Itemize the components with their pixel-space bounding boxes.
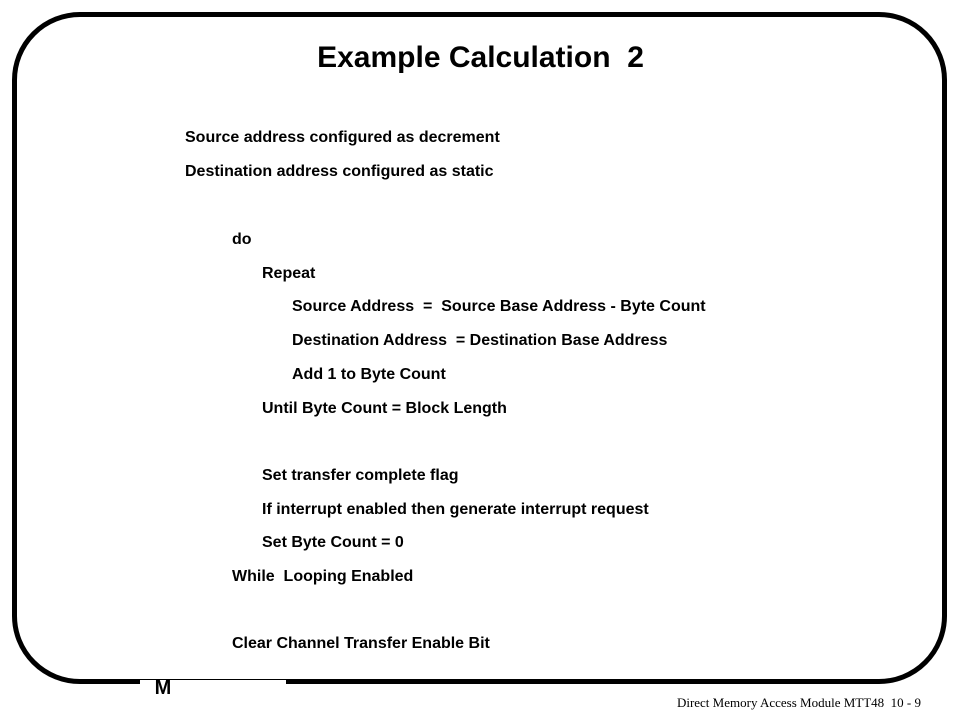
footer-module-text: Direct Memory Access Module MTT48 10 - 9 bbox=[676, 695, 921, 710]
body-line-clear-enable: Clear Channel Transfer Enable Bit bbox=[232, 635, 490, 652]
body-line-interrupt: If interrupt enabled then generate interrupt request bbox=[262, 501, 649, 518]
body-line-source-address: Source Address = Source Base Address - Byte Count bbox=[292, 298, 706, 315]
footer-logo: M bbox=[154, 677, 172, 699]
body-line-source-config: Source address configured as decrement bbox=[185, 129, 500, 146]
body-line-until: Until Byte Count = Block Length bbox=[262, 400, 507, 417]
body-line-repeat: Repeat bbox=[262, 265, 316, 282]
body-line-add-byte-count: Add 1 to Byte Count bbox=[292, 366, 446, 383]
body-line-destination-address: Destination Address = Destination Base Address bbox=[292, 332, 668, 349]
body-line-destination-config: Destination address configured as static bbox=[185, 163, 494, 180]
body-line-set-flag: Set transfer complete flag bbox=[262, 467, 459, 484]
body-line-do: do bbox=[232, 231, 252, 248]
slide-title: Example Calculation 2 bbox=[317, 41, 644, 74]
body-line-reset-byte-count: Set Byte Count = 0 bbox=[262, 534, 404, 551]
body-line-while: While Looping Enabled bbox=[232, 568, 414, 585]
